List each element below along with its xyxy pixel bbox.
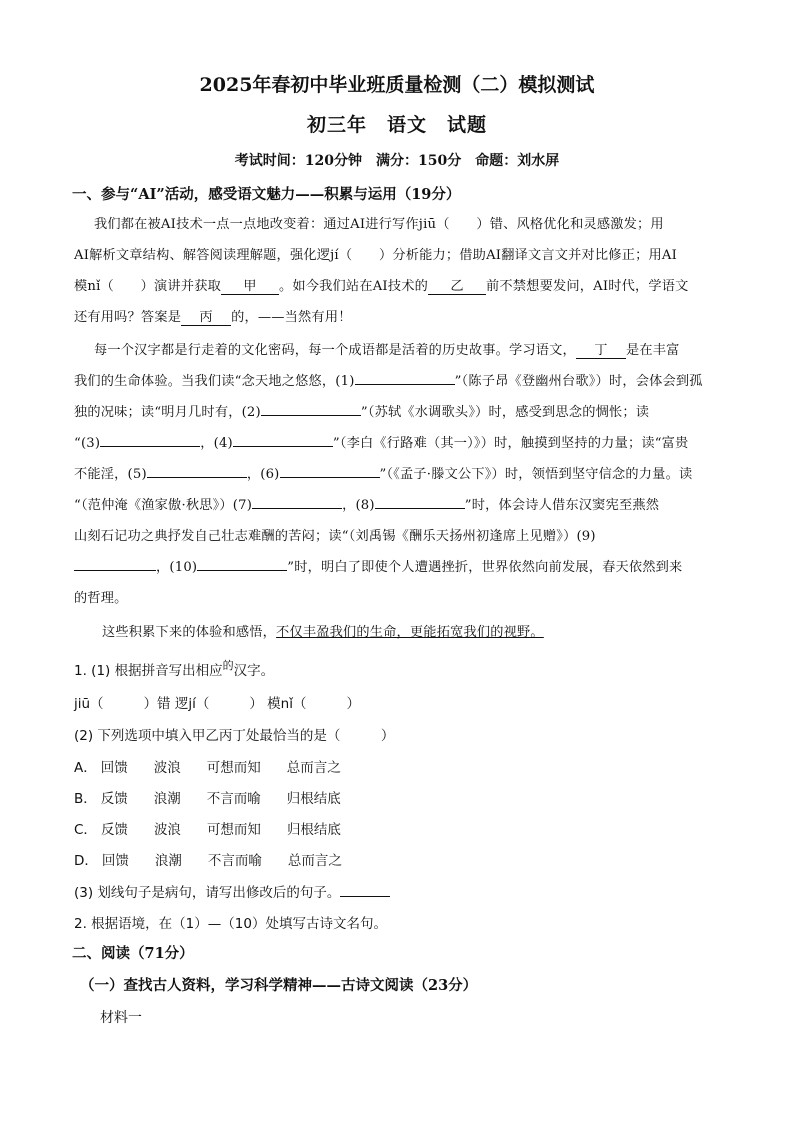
section2-sub-heading: （一）查找古人资料，学习科学精神——古诗文阅读（23分）	[80, 977, 478, 994]
p1-line4	[74, 306, 352, 326]
option-b-label: B．	[74, 791, 97, 807]
p1-line4-text: 还有用吗？答案是	[74, 310, 182, 325]
p2-line8-text2: ”时，明白了即使个人遭遇挫折，世界依然向前发展，春天依然到来	[287, 560, 683, 575]
p2-line2-text2: ”（陈子昂《登幽州台歌》）时，会体会到孤	[454, 374, 703, 389]
q1-1-dot: 的	[222, 659, 234, 672]
p2-line8	[74, 556, 682, 575]
p3-plain: 这些积累下来的体验和感悟，	[102, 625, 277, 640]
option-word: 总而言之	[287, 853, 342, 869]
p2-line3-text: 独的况味；读“明月几时有，(2)	[74, 405, 261, 420]
p2-line7: 山刻石记功之典抒发自己壮志难酬的苦闷；读“（刘禹锡《酬乐天扬州初逢席上见赠》）(9)	[74, 529, 596, 544]
p2-line4-text: “(3)	[74, 436, 101, 451]
pinyin-jiu: jiū（	[74, 696, 104, 712]
exam-title: 2025年春初中毕业班质量检测（二）模拟测试	[199, 74, 595, 96]
option-d	[74, 849, 368, 869]
p2-line4-text2: ，(4)	[200, 436, 233, 451]
option-d-label: D．	[74, 853, 98, 869]
p1-line3-text: 模nǐ（ ）演讲并获取	[74, 279, 221, 294]
p2-line9: 的哲理。	[74, 591, 128, 606]
q1-1-text: 1. (1) 根据拼音写出相应	[74, 663, 223, 679]
blank-5	[147, 477, 247, 478]
p2-line2	[74, 370, 703, 389]
q2: 2. 根据语境，在（1）—（10）处填写古诗文名句。	[74, 916, 387, 932]
blank-8	[375, 508, 465, 509]
q1-3-answer-blank	[340, 896, 390, 897]
p2-line6-text: “（范仲淹《渔家傲·秋思》）(7)	[74, 498, 253, 513]
section2-heading: 二、阅读（71分）	[72, 945, 194, 962]
blank-10	[197, 570, 287, 571]
option-word: 反馈	[100, 822, 128, 838]
blank-7	[252, 508, 342, 509]
p2-line6	[74, 494, 659, 513]
blank-1	[355, 384, 455, 385]
p2-line3-text2: ”（苏轼《水调歌头》）时，感受到思念的惆怅；读	[360, 405, 650, 420]
p3-underlined-sentence: 不仅丰盈我们的生命，更能拓宽我们的视野。	[276, 625, 544, 640]
blank-jia: 甲	[221, 275, 279, 295]
option-word: 反馈	[100, 791, 128, 807]
material-label: 材料一	[100, 1010, 142, 1026]
blank-3	[100, 446, 200, 447]
p2-line8-text: ，(10)	[156, 560, 198, 575]
option-word: 可想而知	[206, 822, 261, 838]
option-word: 归根结底	[286, 822, 341, 838]
p2-line1	[94, 339, 680, 359]
p1-line1: 我们都在被AI技术一点一点地改变着：通过AI进行写作jiū（ ）错、风格优化和灵感激发；用	[94, 217, 664, 232]
blank-9	[74, 570, 156, 571]
p1-line4-text2: 的，——当然有用！	[231, 310, 352, 325]
option-a	[74, 756, 367, 776]
p2-line6-text2: ，(8)	[342, 498, 375, 513]
pinyin-ni: ） 模nǐ（	[249, 696, 307, 712]
option-c	[74, 818, 367, 838]
p2-line1-text: 每一个汉字都是行走着的文化密码，每一个成语都是活着的历史故事。学习语文，	[94, 343, 576, 358]
exam-info: 考试时间：120分钟 满分：150分 命题：刘水屏	[234, 153, 560, 169]
option-word: 波浪	[153, 760, 181, 776]
option-word: 不言而喻	[206, 791, 261, 807]
option-word: 总而言之	[286, 760, 341, 776]
p2-line5	[74, 463, 692, 482]
q1-2: (2) 下列选项中填入甲乙丙丁处最恰当的是（ ）	[74, 728, 395, 744]
p1-line3	[74, 275, 689, 295]
p3-line	[102, 621, 544, 640]
blank-yi: 乙	[428, 275, 486, 295]
q1-3	[74, 881, 390, 901]
p1-line2: AI解析文章结构、解答阅读理解题，强化逻jí（ ）分析能力；借助AI翻译文言文并对比修正；用AI	[74, 248, 677, 263]
p2-line1-text2: 是在丰富	[625, 343, 680, 358]
p2-line4	[74, 432, 688, 451]
p2-line2-text: 我们的生命体验。当我们读“念天地之悠悠，(1)	[74, 374, 355, 389]
pinyin-ji: ）错 逻jí（	[143, 696, 210, 712]
section1-heading: 一、参与“AI”活动，感受语文魅力——积累与运用（19分）	[72, 186, 461, 203]
p2-line6-text3: ”时，体会诗人借东汉窦宪至燕然	[464, 498, 660, 513]
option-word: 回馈	[101, 853, 129, 869]
p1-line3-text2: 。如今我们站在AI技术的	[279, 279, 429, 294]
p1-line3-text3: 前不禁想要发问，AI时代，学语文	[486, 279, 689, 294]
blank-bing: 丙	[181, 306, 231, 326]
option-word: 不言而喻	[207, 853, 262, 869]
q1-1	[74, 659, 274, 679]
blank-ding: 丁	[576, 339, 626, 359]
option-word: 回馈	[100, 760, 128, 776]
pinyin-row	[74, 692, 360, 712]
p2-line4-text3: ”（李白《行路难（其一）》）时，触摸到坚持的力量；读“富贵	[332, 436, 689, 451]
option-b	[74, 787, 367, 807]
option-word: 归根结底	[286, 791, 341, 807]
p2-line5-text: 不能淫，(5)	[74, 467, 147, 482]
option-word: 浪潮	[153, 791, 181, 807]
q1-3-text: (3) 划线句子是病句，请写出修改后的句子。	[74, 885, 341, 901]
option-c-label: C．	[74, 822, 97, 838]
option-a-label: A．	[74, 760, 97, 776]
blank-4	[233, 446, 333, 447]
exam-subtitle: 初三年 语文 试题	[306, 114, 487, 136]
option-word: 浪潮	[154, 853, 182, 869]
p2-line5-text3: ”（《孟子·滕文公下》）时，领悟到坚守信念的力量。读	[379, 467, 693, 482]
p2-line3	[74, 401, 649, 420]
q1-1-end: 汉字。	[233, 663, 275, 679]
option-word: 波浪	[153, 822, 181, 838]
option-word: 可想而知	[206, 760, 261, 776]
p2-line5-text2: ，(6)	[246, 467, 280, 482]
blank-6	[280, 477, 380, 478]
blank-2	[261, 415, 361, 416]
pinyin-end: ）	[346, 696, 360, 712]
